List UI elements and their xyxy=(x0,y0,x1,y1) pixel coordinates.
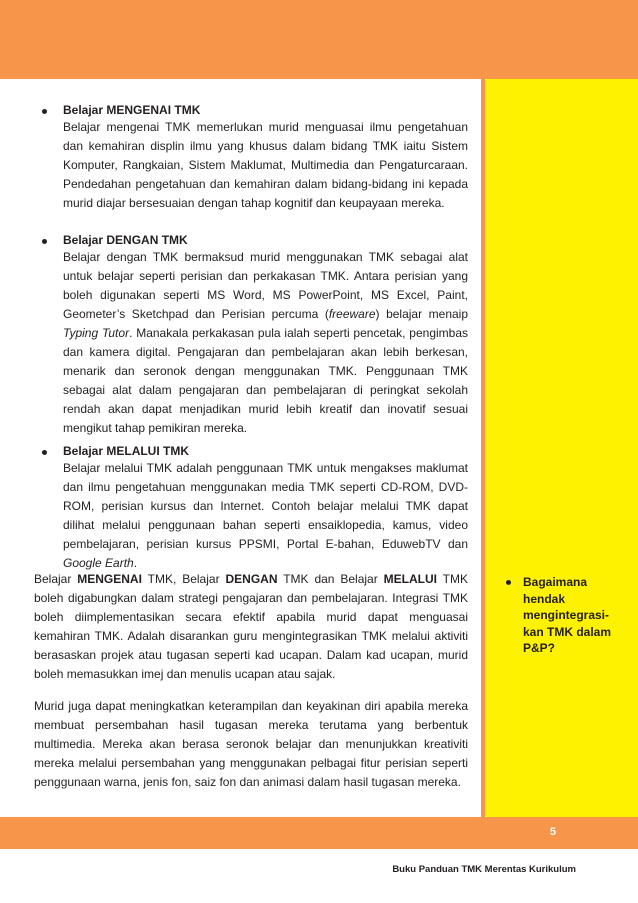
sidebar-question-text: Bagaimana hendak mengintegrasi-kan TMK dalam P&P? xyxy=(523,575,612,655)
section-body: Belajar mengenai TMK memerlukan murid menguasai ilmu pengetahuan dan kemahiran displin ilmu yang khusus dalam bidang TMK iaitu Sistem Komputer, Rangkaian, Sistem Maklumat, Multimedia dan Pengaturcaraan. Pendedahan pengetahuan dan kemahiran dalam bidang-bidang ini kepada murid diajar bersesuaian dengan tahap kognitif dan keupayaan mereka. xyxy=(63,120,468,210)
google-earth-term: Google Earth xyxy=(63,556,134,570)
bullet-icon xyxy=(506,580,511,585)
multimedia-paragraph: Murid juga dapat meningkatkan keterampilan dan keyakinan diri apabila mereka membuat persembahan hasil tugasan mereka terutama yang berbentuk multimedia. Mereka akan berasa seronok belajar dan menunjukkan kreativiti mereka melalui persembahan yang menggunakan pelbagai fitur perisian seperti penggunaan warna, jenis fon, saiz fon dan animasi dalam hasil tugasan mereka. xyxy=(34,699,468,789)
bullet-icon xyxy=(42,450,47,455)
section-heading: Belajar DENGAN TMK xyxy=(63,233,188,247)
book-title-footer: Buku Panduan TMK Merentas Kurikulum xyxy=(392,864,576,875)
section-dengan xyxy=(34,233,468,438)
section-body: Belajar melalui TMK adalah penggunaan TMK untuk mengakses maklumat dan ilmu pengetahuan menggunakan media TMK seperti CD-ROM, DVD-ROM, perisian kursus dan Internet. Contoh belajar melalui TMK dapat dilihat melalui penggunaan bahan seperti ensaiklopedia, kamus, video pembelajaran, perisian kursus PPSMI, Portal E-bahan, EduwebTV dan Google Earth. xyxy=(63,461,468,570)
typing-tutor-term: Typing Tutor xyxy=(63,326,130,340)
freeware-term: freeware xyxy=(328,307,376,321)
page-number: 5 xyxy=(549,826,556,838)
bottom-orange-band xyxy=(0,817,638,849)
section-body: Belajar dengan TMK bermaksud murid menggunakan TMK sebagai alat untuk belajar seperti perisian dan perkakasan TMK. Antara perisian yang boleh digunakan seperti MS Word, MS PowerPoint, MS Excel, Paint, Geometer’s Sketchpad dan Perisian percuma (freeware) belajar menaip Typing Tutor. Manakala perkakasan pula ialah seperti pencetak, pengimbas dan kamera digital. Pengajaran dan pembelajaran akan lebih berkesan, menarik dan seronok dengan menggunakan TMK. Penggunaan TMK sebagai alat dalam pengajaran dan pembelajaran di peringkat sekolah rendah akan dapat menjadikan murid lebih kreatif dan inovatif sesuai mengikut tahap pemikiran mereka. xyxy=(63,250,469,435)
top-orange-band xyxy=(0,0,638,79)
bullet-icon xyxy=(42,109,47,114)
section-heading: Belajar MELALUI TMK xyxy=(63,444,190,458)
sidebar-yellow-panel xyxy=(485,79,638,817)
bullet-icon xyxy=(42,239,47,244)
section-mengenai xyxy=(34,103,468,213)
section-heading: Belajar MENGENAI TMK xyxy=(63,103,201,117)
section-melalui xyxy=(34,444,468,573)
integration-paragraph: Belajar MENGENAI TMK, Belajar DENGAN TMK dan Belajar MELALUI TMK boleh digabungkan dalam strategi pengajaran dan pembelajaran. Integrasi TMK boleh diimplementasikan secara efektif apabila murid dapat menguasai kemahiran TMK. Adalah disarankan guru mengintegrasikan TMK melalui aktiviti berasaskan projek atau tugasan seperti kad ucapan. Dalam kad ucapan, murid boleh memasukkan imej dan menulis ucapan atau sajak. xyxy=(34,572,468,681)
sidebar-question xyxy=(502,574,622,657)
